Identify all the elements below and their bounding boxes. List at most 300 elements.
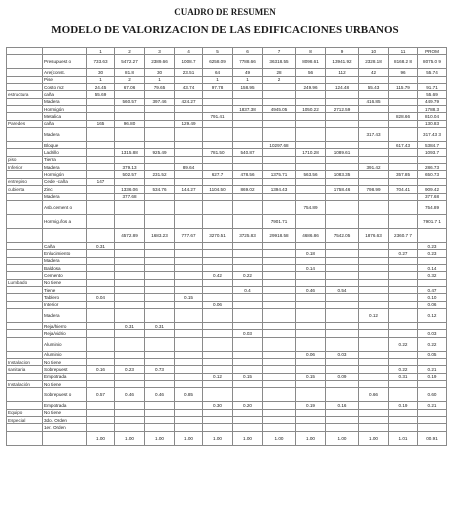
- value-cell: 397.46: [145, 98, 175, 105]
- value-cell: [175, 381, 203, 388]
- group-label: [7, 149, 43, 156]
- value-cell: 0.31: [87, 242, 115, 249]
- value-cell: 6258.09: [203, 55, 233, 69]
- value-cell: [263, 409, 296, 416]
- value-cell: 534.76: [145, 186, 175, 193]
- value-cell: [233, 98, 263, 105]
- value-cell: 0.22: [389, 337, 418, 351]
- value-cell: [115, 113, 145, 120]
- value-cell: 29918.58: [263, 228, 296, 242]
- average-cell: 91.71: [418, 84, 447, 91]
- value-cell: 64: [203, 69, 233, 76]
- value-cell: [326, 308, 359, 322]
- value-cell: [115, 156, 145, 163]
- value-cell: 377.68: [115, 193, 145, 200]
- column-header: 8: [296, 48, 326, 55]
- value-cell: [359, 322, 389, 329]
- table-row: [7, 128, 447, 142]
- value-cell: [87, 228, 115, 242]
- column-header: 11: [389, 48, 418, 55]
- value-cell: [359, 272, 389, 279]
- average-cell: 377.68: [418, 193, 447, 200]
- value-cell: [326, 330, 359, 337]
- average-cell: 286.73: [418, 164, 447, 171]
- value-cell: 42: [359, 69, 389, 76]
- value-cell: 55.69: [87, 91, 115, 98]
- value-cell: [233, 257, 263, 264]
- value-cell: [87, 214, 115, 228]
- value-cell: 925.49: [145, 149, 175, 156]
- group-label: [7, 294, 43, 301]
- value-cell: [87, 308, 115, 322]
- value-cell: [359, 106, 389, 113]
- value-cell: 97.78: [203, 84, 233, 91]
- table-row: [7, 76, 447, 83]
- table-row: [7, 250, 447, 257]
- average-cell: 0.12: [418, 308, 447, 322]
- average-cell: 55.69: [418, 91, 447, 98]
- value-cell: [263, 120, 296, 127]
- value-cell: [233, 178, 263, 185]
- value-cell: [115, 308, 145, 322]
- value-cell: [203, 264, 233, 271]
- value-cell: 43.74: [175, 84, 203, 91]
- average-cell: [418, 381, 447, 388]
- row-label: Madera: [43, 164, 87, 171]
- value-cell: 10297.68: [263, 142, 296, 149]
- value-cell: [203, 294, 233, 301]
- group-label: [7, 351, 43, 358]
- value-cell: 0.03: [233, 330, 263, 337]
- value-cell: 2: [263, 76, 296, 83]
- value-cell: 0.31: [145, 322, 175, 329]
- value-cell: [115, 417, 145, 424]
- value-cell: [233, 91, 263, 98]
- table-row: [7, 279, 447, 286]
- row-label: Madera: [43, 98, 87, 105]
- value-cell: 96: [389, 69, 418, 76]
- value-cell: [359, 250, 389, 257]
- value-cell: [175, 76, 203, 83]
- row-label: Hormigón: [43, 106, 87, 113]
- value-cell: 0.22: [233, 272, 263, 279]
- value-cell: 1.00: [326, 431, 359, 445]
- value-cell: 231.52: [145, 171, 175, 178]
- value-cell: [145, 200, 175, 214]
- value-cell: [87, 171, 115, 178]
- value-cell: [326, 337, 359, 351]
- value-cell: [326, 294, 359, 301]
- value-cell: 560.57: [115, 98, 145, 105]
- value-cell: [359, 76, 389, 83]
- group-label: [7, 171, 43, 178]
- value-cell: 1008.7: [175, 55, 203, 69]
- row-label: Madera: [43, 308, 87, 322]
- value-cell: 2712.59: [326, 106, 359, 113]
- value-cell: 1.00: [263, 431, 296, 445]
- value-cell: [263, 337, 296, 351]
- value-cell: 115.79: [389, 84, 418, 91]
- value-cell: 13941.92: [326, 55, 359, 69]
- value-cell: [203, 381, 233, 388]
- value-cell: 1876.63: [359, 228, 389, 242]
- value-cell: [263, 272, 296, 279]
- value-cell: [359, 142, 389, 149]
- value-cell: 0.4: [233, 286, 263, 293]
- value-cell: [326, 193, 359, 200]
- column-header: 7: [263, 48, 296, 55]
- value-cell: 0.16: [326, 402, 359, 409]
- value-cell: [203, 120, 233, 127]
- value-cell: [326, 409, 359, 416]
- table-row: [7, 409, 447, 416]
- value-cell: [233, 381, 263, 388]
- value-cell: 317.43: [359, 128, 389, 142]
- value-cell: [263, 98, 296, 105]
- value-cell: [263, 294, 296, 301]
- value-cell: [326, 417, 359, 424]
- table-row: [7, 294, 447, 301]
- value-cell: [145, 214, 175, 228]
- value-cell: 1375.71: [263, 171, 296, 178]
- value-cell: 0.23: [115, 366, 145, 373]
- value-cell: [145, 272, 175, 279]
- value-cell: [115, 373, 145, 380]
- value-cell: 540.87: [233, 149, 263, 156]
- value-cell: [145, 294, 175, 301]
- value-cell: [263, 279, 296, 286]
- group-label: [7, 402, 43, 409]
- group-label: [7, 98, 43, 105]
- group-label: [7, 142, 43, 149]
- value-cell: 3725.83: [233, 228, 263, 242]
- value-cell: [175, 286, 203, 293]
- value-cell: 1315.88: [115, 149, 145, 156]
- value-cell: 0.31: [389, 373, 418, 380]
- group-label: [7, 272, 43, 279]
- value-cell: [203, 193, 233, 200]
- value-cell: [203, 351, 233, 358]
- average-cell: 0.06: [418, 301, 447, 308]
- value-cell: [296, 330, 326, 337]
- value-cell: 49: [233, 69, 263, 76]
- value-cell: [389, 128, 418, 142]
- group-label: [7, 228, 43, 242]
- group-label: [7, 55, 43, 69]
- value-cell: [389, 301, 418, 308]
- value-cell: [115, 409, 145, 416]
- table-row: [7, 228, 447, 242]
- value-cell: [145, 417, 175, 424]
- table-row: [7, 308, 447, 322]
- value-cell: [115, 381, 145, 388]
- value-cell: [263, 402, 296, 409]
- value-cell: [87, 257, 115, 264]
- value-cell: [145, 106, 175, 113]
- value-cell: 0.04: [87, 294, 115, 301]
- value-cell: [296, 128, 326, 142]
- table-row: [7, 186, 447, 193]
- value-cell: [389, 409, 418, 416]
- row-label: Cede -caña: [43, 178, 87, 185]
- value-cell: [145, 308, 175, 322]
- value-cell: [296, 322, 326, 329]
- table-row: [7, 142, 447, 149]
- value-cell: [326, 76, 359, 83]
- value-cell: 0.15: [175, 294, 203, 301]
- table-row: [7, 366, 447, 373]
- value-cell: 147: [87, 178, 115, 185]
- value-cell: [175, 301, 203, 308]
- value-cell: [175, 178, 203, 185]
- average-cell: 0.23: [418, 242, 447, 249]
- row-label: Reja/vidrio: [43, 330, 87, 337]
- group-label: [7, 84, 43, 91]
- value-cell: 81.8: [115, 69, 145, 76]
- value-cell: 1837.38: [233, 106, 263, 113]
- value-cell: 617.43: [389, 142, 418, 149]
- value-cell: 7788.66: [233, 55, 263, 69]
- value-cell: 79.65: [145, 84, 175, 91]
- value-cell: 0.15: [233, 373, 263, 380]
- value-cell: [296, 409, 326, 416]
- value-cell: [233, 214, 263, 228]
- row-label: No tiene: [43, 381, 87, 388]
- value-cell: [145, 330, 175, 337]
- value-cell: [326, 98, 359, 105]
- column-header: PROM: [418, 48, 447, 55]
- value-cell: 424.27: [175, 98, 203, 105]
- value-cell: [326, 264, 359, 271]
- value-cell: 3270.51: [203, 228, 233, 242]
- row-label: Enlucimiento: [43, 250, 87, 257]
- average-cell: 0.03: [418, 330, 447, 337]
- row-label: Reja/hierro: [43, 322, 87, 329]
- value-cell: [389, 351, 418, 358]
- value-cell: [233, 120, 263, 127]
- value-cell: [359, 402, 389, 409]
- value-cell: [175, 250, 203, 257]
- group-label: piso: [7, 156, 43, 163]
- value-cell: [175, 257, 203, 264]
- value-cell: [389, 424, 418, 431]
- value-cell: [389, 388, 418, 402]
- value-cell: 129.49: [175, 120, 203, 127]
- value-cell: [233, 242, 263, 249]
- value-cell: [145, 178, 175, 185]
- value-cell: [203, 214, 233, 228]
- table-row: [7, 286, 447, 293]
- value-cell: [87, 149, 115, 156]
- value-cell: [359, 156, 389, 163]
- value-cell: [145, 358, 175, 365]
- value-cell: [203, 164, 233, 171]
- value-cell: 1.00: [233, 431, 263, 445]
- value-cell: 23.51: [175, 69, 203, 76]
- column-header: 4: [175, 48, 203, 55]
- value-cell: 4945.05: [263, 106, 296, 113]
- value-cell: [145, 279, 175, 286]
- group-label: [7, 373, 43, 380]
- value-cell: [389, 279, 418, 286]
- group-label: [7, 330, 43, 337]
- average-cell: [418, 257, 447, 264]
- value-cell: [175, 91, 203, 98]
- value-cell: 165: [87, 120, 115, 127]
- table-row: [7, 149, 447, 156]
- value-cell: [263, 193, 296, 200]
- value-cell: [326, 91, 359, 98]
- value-cell: [203, 322, 233, 329]
- table-row: [7, 257, 447, 264]
- value-cell: [175, 142, 203, 149]
- row-label: Cemento: [43, 272, 87, 279]
- value-cell: [87, 250, 115, 257]
- value-cell: [326, 272, 359, 279]
- value-cell: [87, 264, 115, 271]
- value-cell: [203, 417, 233, 424]
- value-cell: 7901.71: [263, 214, 296, 228]
- group-label: cubierta: [7, 186, 43, 193]
- value-cell: [359, 214, 389, 228]
- row-label: Pise: [43, 76, 87, 83]
- group-label: [7, 113, 43, 120]
- value-cell: [233, 164, 263, 171]
- value-cell: 0.27: [389, 250, 418, 257]
- value-cell: [87, 337, 115, 351]
- column-header: 10: [359, 48, 389, 55]
- average-cell: 0.47: [418, 286, 447, 293]
- table-row: [7, 178, 447, 185]
- value-cell: 1758.46: [326, 186, 359, 193]
- value-cell: [233, 264, 263, 271]
- header-row: [7, 48, 447, 55]
- value-cell: [389, 200, 418, 214]
- value-cell: [203, 330, 233, 337]
- value-cell: [326, 200, 359, 214]
- table-row: [7, 351, 447, 358]
- value-cell: [115, 200, 145, 214]
- value-cell: [296, 279, 326, 286]
- value-cell: [175, 200, 203, 214]
- value-cell: [87, 286, 115, 293]
- value-cell: [203, 424, 233, 431]
- value-cell: [175, 149, 203, 156]
- value-cell: [359, 91, 389, 98]
- value-cell: [263, 113, 296, 120]
- value-cell: [145, 128, 175, 142]
- value-cell: [145, 264, 175, 271]
- group-label: [7, 322, 43, 329]
- average-cell: [418, 156, 447, 163]
- group-label: [7, 337, 43, 351]
- value-cell: [175, 337, 203, 351]
- average-cell: [418, 409, 447, 416]
- value-cell: [203, 200, 233, 214]
- value-cell: [87, 358, 115, 365]
- table-row: [7, 242, 447, 249]
- value-cell: 0.46: [145, 388, 175, 402]
- value-cell: [263, 381, 296, 388]
- value-cell: [389, 294, 418, 301]
- group-label: [7, 214, 43, 228]
- value-cell: 2360.7 7: [389, 228, 418, 242]
- value-cell: [389, 286, 418, 293]
- row-label: [43, 228, 87, 242]
- value-cell: [175, 409, 203, 416]
- value-cell: [233, 366, 263, 373]
- value-cell: [175, 193, 203, 200]
- value-cell: 4572.89: [115, 228, 145, 242]
- value-cell: [326, 381, 359, 388]
- value-cell: [296, 142, 326, 149]
- row-label: Sobrepuest o: [43, 388, 87, 402]
- group-label: estructura: [7, 91, 43, 98]
- row-label: Hormigón: [43, 171, 87, 178]
- value-cell: [359, 337, 389, 351]
- value-cell: [296, 113, 326, 120]
- value-cell: 124.48: [326, 84, 359, 91]
- value-cell: [263, 91, 296, 98]
- value-cell: [175, 156, 203, 163]
- value-cell: [87, 417, 115, 424]
- value-cell: [296, 186, 326, 193]
- value-cell: [115, 91, 145, 98]
- row-label: Tiene: [43, 286, 87, 293]
- value-cell: 563.56: [296, 171, 326, 178]
- value-cell: [87, 402, 115, 409]
- value-cell: [145, 142, 175, 149]
- value-cell: [296, 257, 326, 264]
- average-cell: 00.91: [418, 431, 447, 445]
- average-cell: 650.73: [418, 171, 447, 178]
- value-cell: 0.54: [326, 286, 359, 293]
- value-cell: [326, 257, 359, 264]
- value-cell: [87, 156, 115, 163]
- value-cell: 0.46: [115, 388, 145, 402]
- value-cell: 24.45: [87, 84, 115, 91]
- average-cell: 0.60: [418, 388, 447, 402]
- value-cell: [263, 366, 296, 373]
- value-cell: [389, 381, 418, 388]
- value-cell: 0.19: [296, 402, 326, 409]
- table-row: [7, 171, 447, 178]
- value-cell: 30: [145, 69, 175, 76]
- value-cell: [233, 308, 263, 322]
- value-cell: 1089.61: [326, 149, 359, 156]
- value-cell: [203, 250, 233, 257]
- value-cell: [389, 91, 418, 98]
- table-row: [7, 98, 447, 105]
- value-cell: [145, 242, 175, 249]
- value-cell: [359, 301, 389, 308]
- value-cell: 0.57: [87, 388, 115, 402]
- column-header: 6: [233, 48, 263, 55]
- average-cell: 8075.0 9: [418, 55, 447, 69]
- value-cell: [145, 373, 175, 380]
- value-cell: [87, 424, 115, 431]
- page-title: CUADRO DE RESUMEN: [174, 7, 276, 17]
- group-label: [7, 257, 43, 264]
- column-header: 1: [87, 48, 115, 55]
- row-label: Costo m2: [43, 84, 87, 91]
- row-label: 3do. Orden: [43, 417, 87, 424]
- value-cell: 112: [326, 69, 359, 76]
- value-cell: [263, 322, 296, 329]
- table-row: [7, 301, 447, 308]
- value-cell: 0.15: [296, 373, 326, 380]
- value-cell: 7542.05: [326, 228, 359, 242]
